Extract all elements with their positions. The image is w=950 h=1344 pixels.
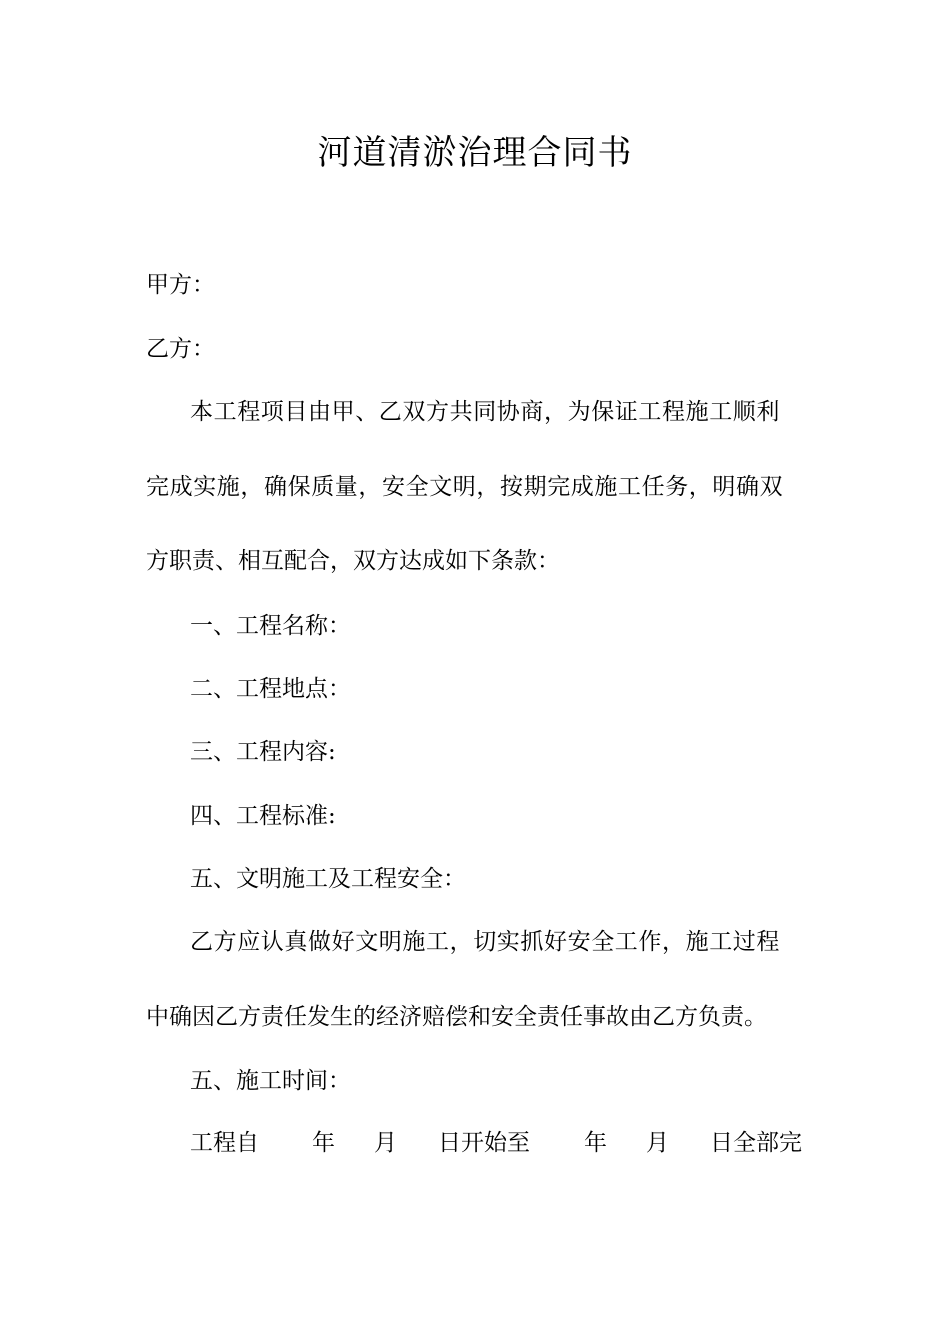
document-title: 河道清淤治理合同书 (317, 133, 633, 173)
construction-time-line (190, 1127, 810, 1159)
construction-time-heading: 五、施工时间： (190, 1068, 351, 1094)
clause-project-location: 二、工程地点： (190, 676, 351, 702)
party-a-label: 甲方： (146, 272, 215, 298)
end-year-label: 年 (584, 1130, 607, 1156)
clause-project-standard: 四、工程标准: (190, 803, 336, 829)
safety-text-line-2: 中确因乙方责任发生的经济赔偿和安全责任事故由乙方负责。 (146, 1004, 767, 1030)
clause-safety-heading: 五、文明施工及工程安全： (190, 866, 466, 892)
clause-project-name: 一、工程名称： (190, 613, 351, 639)
start-day-label: 日开始至 (438, 1130, 530, 1156)
end-month-label: 月 (646, 1130, 669, 1156)
intro-line-3: 方职责、相互配合，双方达成如下条款： (146, 548, 560, 574)
safety-text-line-1: 乙方应认真做好文明施工，切实抓好安全工作，施工过程 (190, 929, 780, 955)
start-month-label: 月 (374, 1130, 397, 1156)
end-day-label: 日全部完 (710, 1130, 802, 1156)
intro-line-1: 本工程项目由甲、乙双方共同协商，为保证工程施工顺利 (190, 399, 780, 425)
time-from-label: 工程自 (190, 1130, 259, 1156)
clause-project-content: 三、工程内容: (190, 739, 336, 765)
party-b-label: 乙方： (146, 336, 215, 362)
intro-line-2: 完成实施，确保质量，安全文明，按期完成施工任务，明确双 (146, 474, 784, 500)
start-year-label: 年 (312, 1130, 335, 1156)
